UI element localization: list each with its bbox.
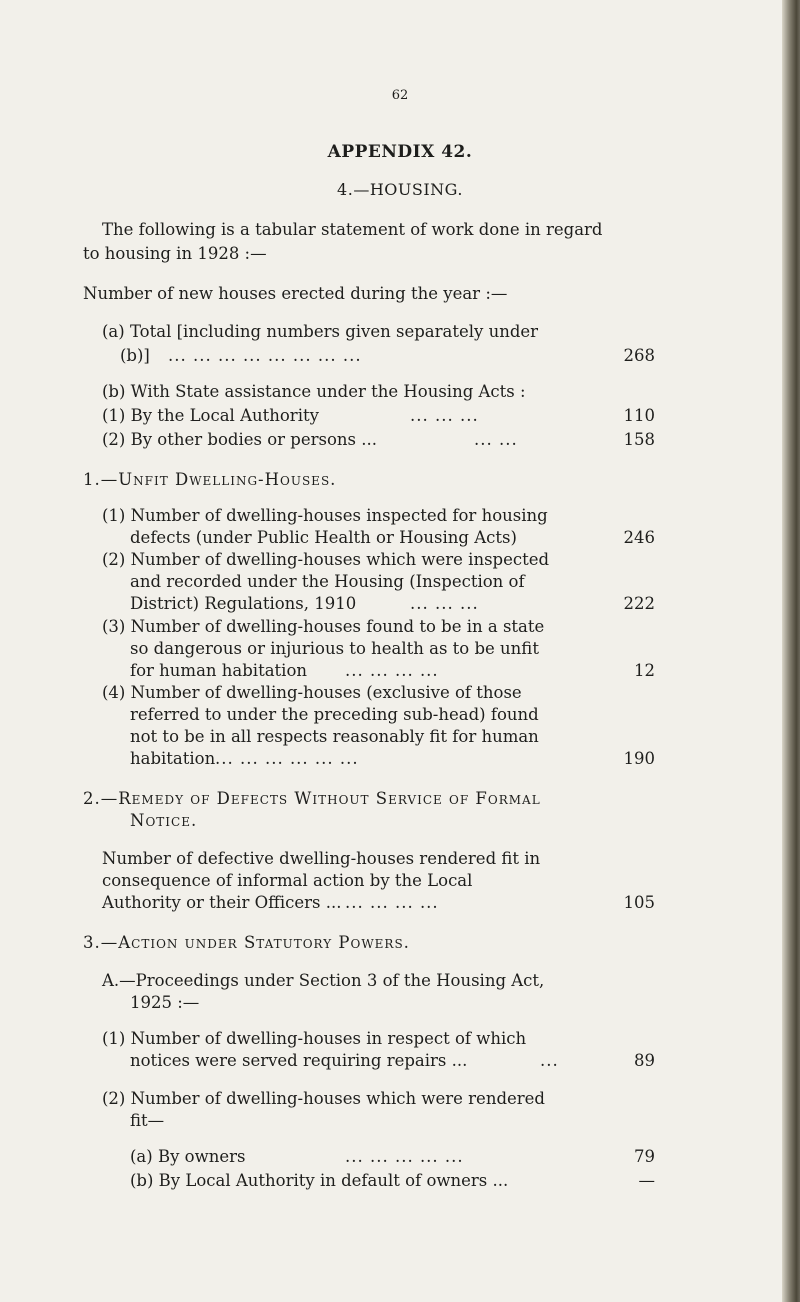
remedy-heading-2: Notice. [130,811,198,830]
unfit-1-line-1: (1) Number of dwelling-houses inspected for housing [102,506,548,525]
new-houses-b2-value: 158 [623,430,655,449]
action-2b-value: — [638,1171,655,1190]
unfit-3-line-3: for human habitation [130,661,308,680]
action-1-value: 89 [634,1051,655,1070]
new-houses-b2-label: (2) By other bodies or persons ... [102,430,377,449]
unfit-4-line-2: referred to under the preceding sub-head) found [130,705,539,724]
action-2b-label: (b) By Local Authority in default of owners ... [130,1171,509,1190]
unfit-2-value: 222 [623,594,655,613]
leader-dots: ... ... ... ... [345,661,439,680]
remedy-line-3: Authority or their Officers ... [102,893,342,912]
unfit-1-value: 246 [623,528,655,547]
leader-dots: ... [540,1051,559,1070]
action-2-line-2: fit— [130,1111,165,1130]
action-2a-label: (a) By owners [130,1147,246,1166]
remedy-line-1: Number of defective dwelling-houses rendered fit in [102,849,541,868]
unfit-3-value: 12 [634,661,655,680]
new-houses-b1-value: 110 [623,406,655,425]
leader-dots: ... ... [474,430,518,449]
new-houses-heading: Number of new houses erected during the year :— [83,284,508,303]
leader-dots: ... ... ... ... ... [345,1147,464,1166]
unfit-3-line-2: so dangerous or injurious to health as to be unfit [130,639,539,658]
intro-line-2: to housing in 1928 :— [83,244,267,263]
remedy-heading-1: 2.—Remedy of Defects Without Service of Formal [83,789,541,808]
unfit-4-line-3: not to be in all respects reasonably fit for human [130,727,539,746]
unfit-2-line-2: and recorded under the Housing (Inspection of [130,572,525,591]
unfit-4-line-4: habitation [130,749,216,768]
new-houses-a-line-2: (b)] [120,346,150,365]
new-houses-b1-label: (1) By the Local Authority [102,406,319,425]
appendix-title: APPENDIX 42. [327,142,473,162]
new-houses-a-line-1: (a) Total [including numbers given separately under [102,322,539,341]
unfit-2-line-3: District) Regulations, 1910 [130,594,357,613]
new-houses-b-heading: (b) With State assistance under the Housing Acts : [102,382,526,401]
leader-dots: ... ... ... [410,406,479,425]
unfit-3-line-1: (3) Number of dwelling-houses found to be in a state [102,617,545,636]
leader-dots: ... ... ... ... ... ... [215,749,359,768]
action-1-line-1: (1) Number of dwelling-houses in respect of which [102,1029,527,1048]
remedy-value: 105 [623,893,655,912]
unfit-4-value: 190 [623,749,655,768]
action-a-line-1: A.—Proceedings under Section 3 of the Housing Act, [102,971,545,990]
leader-dots: ... ... ... ... [345,893,439,912]
intro-line-1: The following is a tabular statement of work done in regard [102,220,603,239]
action-heading: 3.—Action under Statutory Powers. [83,933,410,952]
action-2a-value: 79 [634,1147,655,1166]
unfit-2-line-1: (2) Number of dwelling-houses which were inspected [102,550,550,569]
leader-dots: ... ... ... [410,594,479,613]
section-title: 4.—HOUSING. [337,180,463,199]
action-2-line-1: (2) Number of dwelling-houses which were rendered [102,1089,545,1108]
remedy-line-2: consequence of informal action by the Local [102,871,473,890]
page-number: 62 [391,88,409,103]
unfit-heading: 1.—Unfit Dwelling-Houses. [83,470,337,489]
new-houses-a-value: 268 [623,346,655,365]
unfit-1-line-2: defects (under Public Health or Housing Acts) [130,528,517,547]
leader-dots: ... ... ... ... ... ... ... ... [168,346,362,365]
unfit-4-line-1: (4) Number of dwelling-houses (exclusive of those [102,683,522,702]
action-a-line-2: 1925 :— [130,993,200,1012]
action-1-line-2: notices were served requiring repairs ... [130,1051,468,1070]
